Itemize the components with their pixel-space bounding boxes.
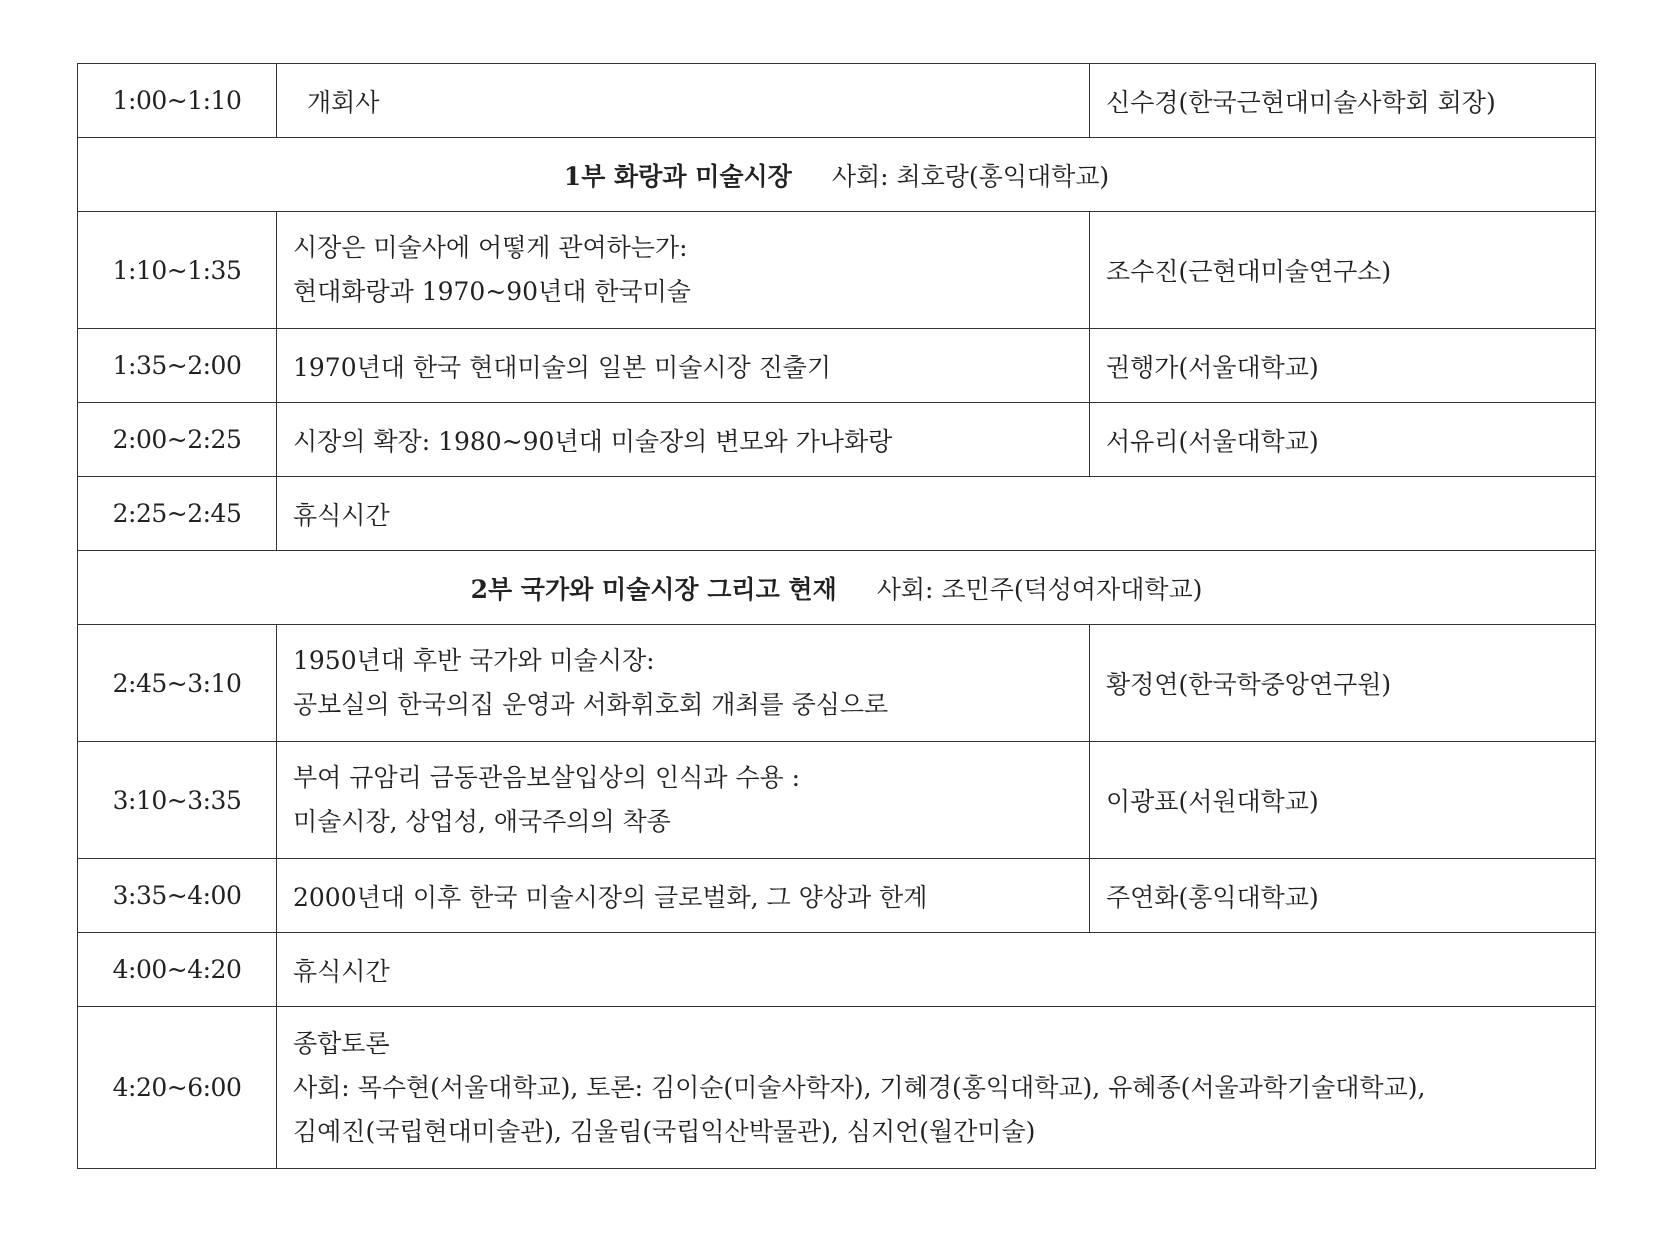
- speaker-cell: 권행가(서울대학교): [1090, 329, 1596, 403]
- time-cell: 2:45~3:10: [78, 625, 277, 742]
- break-row: [78, 477, 1596, 551]
- speaker-cell: 황정연(한국학중앙연구원): [1090, 625, 1596, 742]
- speaker-cell: 조수진(근현대미술연구소): [1090, 212, 1596, 329]
- discussion-row: [78, 1007, 1596, 1169]
- time-cell: 1:10~1:35: [78, 212, 277, 329]
- section-header-row: [78, 551, 1596, 625]
- time-cell: 4:20~6:00: [78, 1007, 277, 1169]
- speaker-cell: 서유리(서울대학교): [1090, 403, 1596, 477]
- title-cell: 개회사: [277, 64, 1090, 138]
- title-line: 사회: 목수현(서울대학교), 토론: 김이순(미술사학자), 기혜경(홍익대학교), 유혜종(서울과학기술대학교),: [293, 1072, 1426, 1102]
- speaker-cell: 주연화(홍익대학교): [1090, 859, 1596, 933]
- title-line: 1950년대 후반 국가와 미술시장:: [293, 646, 655, 675]
- time-cell: 3:35~4:00: [78, 859, 277, 933]
- speaker-cell: 이광표(서원대학교): [1090, 742, 1596, 859]
- schedule-table: [77, 63, 1596, 1169]
- title-line: 미술시장, 상업성, 애국주의의 착종: [293, 807, 671, 836]
- title-line: 공보실의 한국의집 운영과 서화휘호회 개최를 중심으로: [293, 690, 889, 719]
- table-row: [78, 212, 1596, 329]
- table-row: [78, 859, 1596, 933]
- section-moderator: 사회: 조민주(덕성여자대학교): [876, 574, 1203, 604]
- title-line: 종합토론: [293, 1028, 390, 1058]
- title-cell: 2000년대 이후 한국 미술시장의 글로벌화, 그 양상과 한계: [277, 859, 1090, 933]
- table-row: [78, 329, 1596, 403]
- table-row: [78, 403, 1596, 477]
- title-line: 부여 규암리 금동관음보살입상의 인식과 수용 :: [293, 763, 801, 792]
- section-title: 2부 국가와 미술시장 그리고 현재: [470, 574, 837, 604]
- time-cell: 2:25~2:45: [78, 477, 277, 551]
- section-header-cell: [78, 138, 1596, 212]
- title-cell: [277, 742, 1090, 859]
- table-row: [78, 742, 1596, 859]
- table-row: [78, 64, 1596, 138]
- section-moderator: 사회: 최호랑(홍익대학교): [831, 161, 1110, 191]
- section-title: 1부 화랑과 미술시장: [563, 161, 792, 191]
- section-header-row: [78, 138, 1596, 212]
- time-cell: 1:00~1:10: [78, 64, 277, 138]
- speaker-cell: 신수경(한국근현대미술사학회 회장): [1090, 64, 1596, 138]
- section-header-cell: [78, 551, 1596, 625]
- title-cell: 휴식시간: [277, 477, 1596, 551]
- time-cell: 3:10~3:35: [78, 742, 277, 859]
- time-cell: 1:35~2:00: [78, 329, 277, 403]
- title-cell: [277, 212, 1090, 329]
- title-cell: 1970년대 한국 현대미술의 일본 미술시장 진출기: [277, 329, 1090, 403]
- title-cell: [277, 625, 1090, 742]
- title-line: 김예진(국립현대미술관), 김울림(국립익산박물관), 심지언(월간미술): [293, 1116, 1036, 1146]
- time-cell: 2:00~2:25: [78, 403, 277, 477]
- title-line: 현대화랑과 1970~90년대 한국미술: [293, 277, 691, 306]
- title-cell: 시장의 확장: 1980~90년대 미술장의 변모와 가나화랑: [277, 403, 1090, 477]
- time-cell: 4:00~4:20: [78, 933, 277, 1007]
- break-row: [78, 933, 1596, 1007]
- title-cell: [277, 1007, 1596, 1169]
- title-cell: 휴식시간: [277, 933, 1596, 1007]
- table-row: [78, 625, 1596, 742]
- title-line: 시장은 미술사에 어떻게 관여하는가:: [293, 233, 688, 262]
